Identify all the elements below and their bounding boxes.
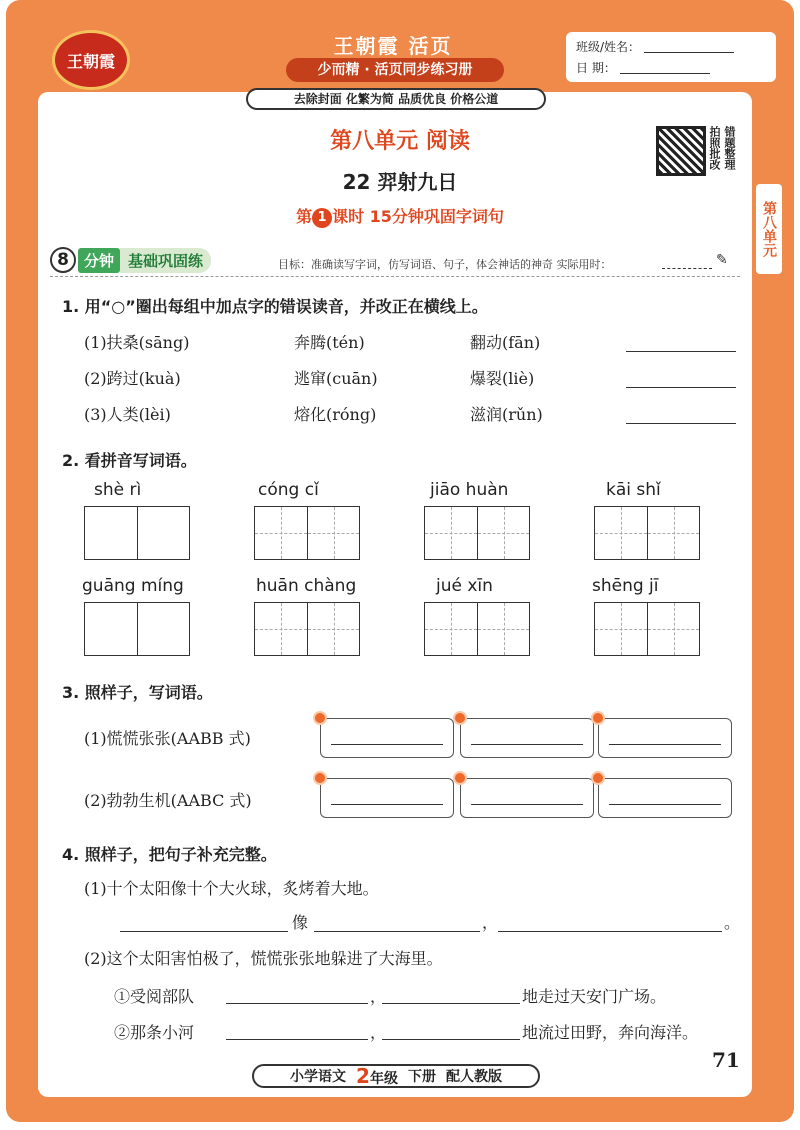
- q2-pinyin: shēng jī: [592, 576, 659, 596]
- q1-answer-line[interactable]: [626, 422, 736, 424]
- q3-answer-card[interactable]: [320, 718, 454, 758]
- q4-answer-line[interactable]: [498, 930, 722, 932]
- student-info-box: [566, 32, 776, 82]
- question-4-title: 4. 照样子，把句子补充完整。: [62, 845, 277, 864]
- q1-answer-line[interactable]: [626, 386, 736, 388]
- class-name-label: 班级/姓名：: [576, 40, 641, 54]
- q1-item: 逃窜(cuān): [294, 369, 378, 388]
- lesson-title: 22 羿射九日: [342, 170, 458, 194]
- q4-text: ，: [370, 987, 387, 1006]
- lesson-suffix: 课时 15分钟巩固字词句: [332, 207, 504, 226]
- q4-text: 地走过天安门广场。: [522, 987, 667, 1006]
- qr-label-grade: 拍照批改: [708, 126, 721, 170]
- minutes-unit: 分钟: [78, 248, 120, 273]
- slogan: 去除封面 化繁为简 品质优良 价格公道: [246, 88, 546, 110]
- footer-edition: 配人教版: [445, 1069, 502, 1085]
- q4-text: ，: [482, 913, 499, 932]
- q4-prompt: ②那条小河: [114, 1023, 195, 1042]
- q2-pinyin: jué xīn: [436, 576, 493, 596]
- qr-labels: [708, 126, 748, 170]
- lesson-number-badge: 1: [312, 208, 332, 228]
- q2-pinyin: cóng cǐ: [258, 480, 319, 500]
- q1-item: (3)人类(lèi): [84, 405, 171, 424]
- q2-writing-grid[interactable]: [84, 506, 190, 560]
- lesson-subtitle: [200, 204, 600, 228]
- page-number: 71: [712, 1048, 740, 1072]
- footer-grade: 2: [356, 1064, 370, 1088]
- footer-subject: 小学语文: [290, 1069, 347, 1085]
- q4-answer-line[interactable]: [226, 1038, 368, 1040]
- q1-answer-line[interactable]: [626, 350, 736, 352]
- time-used-field[interactable]: [662, 268, 712, 269]
- q2-pinyin: guāng míng: [82, 576, 184, 596]
- divider: [50, 276, 740, 277]
- q4-answer-line[interactable]: [120, 930, 288, 932]
- q4-text: ，: [370, 1023, 387, 1042]
- q1-item: (1)扶桑(sāng): [84, 333, 190, 352]
- footer-volume: 下册: [407, 1069, 436, 1085]
- section-goal: 目标：准确读写字词，仿写词语、句子，体会神话的神奇 实际用时：: [278, 258, 612, 271]
- q2-writing-grid[interactable]: [594, 506, 700, 560]
- q3-answer-card[interactable]: [460, 718, 594, 758]
- q2-writing-grid[interactable]: [424, 506, 530, 560]
- q4-text: 地流过田野，奔向海洋。: [522, 1023, 699, 1042]
- pencil-icon: ✎: [716, 252, 728, 268]
- minutes-badge: 8: [50, 247, 76, 273]
- brand-title: 王朝霞 活页: [333, 34, 453, 58]
- q4-answer-line[interactable]: [382, 1002, 520, 1004]
- q1-item: 滋润(rǔn): [470, 405, 543, 424]
- q3-answer-card[interactable]: [598, 778, 732, 818]
- q2-pinyin: jiāo huàn: [430, 480, 509, 500]
- q2-writing-grid[interactable]: [594, 602, 700, 656]
- q1-item: 奔腾(tén): [294, 333, 365, 352]
- q2-writing-grid[interactable]: [84, 602, 190, 656]
- unit-side-tab: 第八单元: [756, 184, 782, 274]
- q2-pinyin: kāi shǐ: [606, 480, 661, 500]
- q3-answer-card[interactable]: [598, 718, 732, 758]
- q2-writing-grid[interactable]: [424, 602, 530, 656]
- q4-text: 。: [724, 913, 741, 932]
- q1-item: 翻动(fān): [470, 333, 541, 352]
- section-header: [50, 246, 211, 274]
- q3-answer-card[interactable]: [320, 778, 454, 818]
- brand-logo: 王朝霞: [52, 30, 130, 90]
- q1-item: 熔化(róng): [294, 405, 377, 424]
- date-field[interactable]: [620, 62, 710, 74]
- q4-example-2: (2)这个太阳害怕极了，慌慌张张地躲进了大海里。: [84, 949, 443, 968]
- q3-answer-card[interactable]: [460, 778, 594, 818]
- lesson-prefix: 第: [296, 207, 313, 226]
- question-1-title: 1. 用“○”圈出每组中加点字的错误读音，并改正在横线上。: [62, 297, 488, 316]
- qr-label-errors: 错题整理: [723, 126, 736, 170]
- qr-code[interactable]: [656, 126, 706, 176]
- q1-item: (2)跨过(kuà): [84, 369, 181, 388]
- brand-subtitle: 少而精 · 活页同步练习册: [286, 58, 504, 82]
- q4-text: 像: [292, 913, 309, 932]
- footer-pill: [252, 1064, 540, 1088]
- q2-writing-grid[interactable]: [254, 602, 360, 656]
- q3-example: (1)慌慌张张(AABB 式): [84, 729, 251, 748]
- q4-prompt: ①受阅部队: [114, 987, 195, 1006]
- q4-answer-line[interactable]: [314, 930, 480, 932]
- q2-writing-grid[interactable]: [254, 506, 360, 560]
- q2-pinyin: huān chàng: [256, 576, 357, 596]
- section-title: 基础巩固练: [120, 248, 211, 273]
- q3-example: (2)勃勃生机(AABC 式): [84, 791, 252, 810]
- q4-example-1: (1)十个太阳像十个大火球，炙烤着大地。: [84, 879, 379, 898]
- date-label: 日 期：: [576, 61, 616, 75]
- q1-item: 爆裂(liè): [470, 369, 535, 388]
- unit-title: 第八单元 阅读: [330, 129, 470, 154]
- question-2-title: 2. 看拼音写词语。: [62, 451, 197, 470]
- class-name-field[interactable]: [644, 41, 734, 53]
- q4-answer-line[interactable]: [226, 1002, 368, 1004]
- q4-answer-line[interactable]: [382, 1038, 520, 1040]
- q2-pinyin: shè rì: [94, 480, 142, 500]
- question-3-title: 3. 照样子，写词语。: [62, 683, 213, 702]
- footer-grade-unit: 年级: [369, 1071, 398, 1087]
